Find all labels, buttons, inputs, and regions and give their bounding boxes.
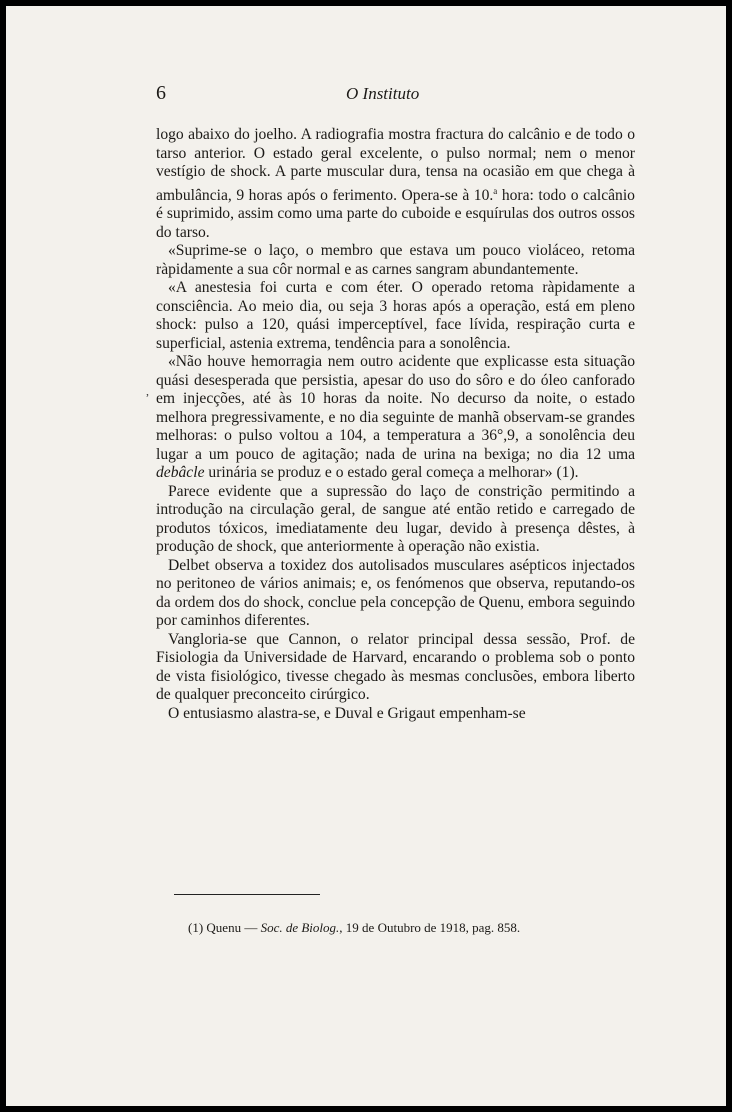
paragraph: Vangloria-se que Cannon, o relator principal dessa sessão, Prof. de Fisiologia da Universidade de Harvard, encarando o problema sob o ponto de vista fisiológico, tivesse chegado às mesmas conclusões, embora liberto de qualquer preconceito cirúrgico. xyxy=(156,630,635,704)
paragraph: «Suprime-se o laço, o membro que estava um pouco violáceo, retoma ràpidamente a sua côr normal e as carnes sangram abundantemente. xyxy=(156,242,635,278)
paragraph: Parece evidente que a supressão do laço de constrição permitindo a introdução na circulação geral, de sangue até então retido e carregado de produtos tóxicos, imediatamente deu lugar, devido à presença dêstes, à produção de shock, que anteriormente à operação não existia. xyxy=(156,482,635,556)
paragraph: «A anestesia foi curta e com éter. O operado retoma ràpidamente a consciência. Ao meio dia, ou seja 3 horas após a operação, está em pleno shock: pulso a 120, quási imperceptível, face lívida, respiração curta e superficial, astenia extrema, tendência para a sonolência. xyxy=(156,279,635,352)
margin-mark: , xyxy=(146,384,149,398)
paragraph: O entusiasmo alastra-se, e Duval e Grigaut empenham-se xyxy=(168,704,526,722)
running-title: O Instituto xyxy=(346,84,420,103)
paragraph: «Não houve hemorragia nem outro acidente que explicasse esta situação quási desesperada que persistia, apesar do uso do sôro e do óleo canforado em injecções, até às 10 horas da noite. No decurso da noite, o estado melhora pregressivamente, e no dia seguinte de manhã observam-se grandes melhoras: o pulso voltou a 104, a temperatura a 36°,9, a sonolência deu lugar a um pouco de agitação; nada de urina na bexiga; no dia 12 uma debâcle urinária se produz e o estado geral começa a melhorar» (1). xyxy=(156,353,635,482)
paragraph: Delbet observa a toxidez dos autolisados musculares asépticos injectados no peritoneo de vários animais; e, os fenómenos que observa, reputando-os da ordem dos do shock, conclue pela concepção de Quenu, embora seguindo por caminhos diferentes. xyxy=(156,556,635,630)
body-text xyxy=(156,126,635,723)
paragraph: logo abaixo do joelho. A radiografia mostra fractura do calcânio e de todo o tarso anterior. O estado geral excelente, o pulso normal; nem o menor vestígio de shock. A parte muscular dura, tensa na ocasião em que chega à ambulância, 9 horas após o ferimento. Opera-se à 10.$^a$ hora: todo o calcânio é suprimido, assim como uma parte do cuboide e esquírulas dos outros ossos do tarso. xyxy=(156,126,635,241)
page-number: 6 xyxy=(156,82,166,104)
footnote: (1) Quenu — Soc. de Biolog., 19 de Outubro de 1918, pag. 858. xyxy=(188,920,521,935)
footnote-rule xyxy=(174,894,320,895)
page-header xyxy=(156,82,596,106)
